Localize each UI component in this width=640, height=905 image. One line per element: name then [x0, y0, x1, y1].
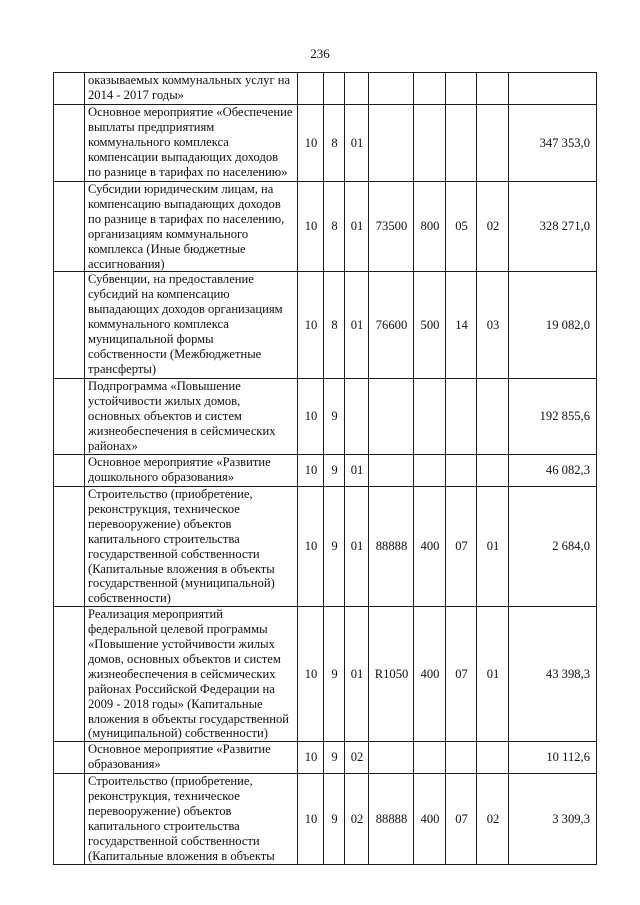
section-code-cell: 10	[298, 454, 324, 486]
measure-code-cell: 02	[345, 742, 369, 774]
direction-code-cell: 88888	[369, 486, 414, 606]
item-name-cell: Субсидии юридическим лицам, на компенсацию выпадающих доходов по разнице в тарифах по населению, организациям коммунального комплекса (Иные бюджетные ассигнования)	[85, 182, 298, 272]
row-marker-cell	[54, 73, 85, 105]
item-name-cell: Подпрограмма «Повышение устойчивости жилых домов, основных объектов и систем жизнеобеспечения в сейсмических районах»	[85, 379, 298, 455]
direction-code-cell	[369, 454, 414, 486]
direction-code-cell: 76600	[369, 272, 414, 379]
direction-code-cell	[369, 105, 414, 182]
section-code-cell: 10	[298, 105, 324, 182]
amount-cell: 328 271,0	[509, 182, 597, 272]
expense-type-cell: 500	[414, 272, 446, 379]
amount-cell: 347 353,0	[509, 105, 597, 182]
item-name-cell: Основное мероприятие «Развитие дошкольного образования»	[85, 454, 298, 486]
amount-cell: 192 855,6	[509, 379, 597, 455]
section-code-cell	[298, 73, 324, 105]
budget-table	[53, 72, 597, 865]
table-row	[54, 774, 597, 864]
item-name-cell: Субвенции, на предоставление субсидий на компенсацию выпадающих доходов организациям коммунального комплекса муниципальной формы собственности (Межбюджетные трансферты)	[85, 272, 298, 379]
amount-cell: 19 082,0	[509, 272, 597, 379]
row-marker-cell	[54, 182, 85, 272]
expense-type-cell	[414, 379, 446, 455]
subsection-cell: 01	[477, 486, 509, 606]
subsection-cell	[477, 454, 509, 486]
section-cell: 14	[446, 272, 477, 379]
program-code-cell: 8	[324, 272, 345, 379]
measure-code-cell	[345, 379, 369, 455]
expense-type-cell: 400	[414, 486, 446, 606]
row-marker-cell	[54, 272, 85, 379]
direction-code-cell	[369, 73, 414, 105]
item-name-cell: Основное мероприятие «Обеспечение выплаты предприятиям коммунального комплекса компенсации выпадающих доходов по разнице в тарифах по населению»	[85, 105, 298, 182]
expense-type-cell	[414, 105, 446, 182]
measure-code-cell: 01	[345, 272, 369, 379]
table-row	[54, 742, 597, 774]
section-cell: 05	[446, 182, 477, 272]
measure-code-cell: 01	[345, 486, 369, 606]
table-row	[54, 607, 597, 742]
measure-code-cell: 01	[345, 105, 369, 182]
section-code-cell: 10	[298, 379, 324, 455]
row-marker-cell	[54, 486, 85, 606]
measure-code-cell	[345, 73, 369, 105]
section-cell: 07	[446, 486, 477, 606]
measure-code-cell: 02	[345, 774, 369, 864]
item-name-cell: Строительство (приобретение, реконструкция, техническое перевооружение) объектов капитального строительства государственной собственности (Капитальные вложения в объекты	[85, 774, 298, 864]
subsection-cell	[477, 105, 509, 182]
page-number: 236	[310, 46, 330, 61]
subsection-cell: 01	[477, 607, 509, 742]
amount-cell: 46 082,3	[509, 454, 597, 486]
item-name-cell: Основное мероприятие «Развитие образования»	[85, 742, 298, 774]
subsection-cell	[477, 379, 509, 455]
direction-code-cell	[369, 742, 414, 774]
section-cell	[446, 105, 477, 182]
program-code-cell: 9	[324, 742, 345, 774]
section-cell	[446, 454, 477, 486]
table-row	[54, 272, 597, 379]
section-cell	[446, 379, 477, 455]
program-code-cell: 9	[324, 607, 345, 742]
amount-cell: 3 309,3	[509, 774, 597, 864]
subsection-cell	[477, 742, 509, 774]
row-marker-cell	[54, 774, 85, 864]
table-row	[54, 379, 597, 455]
row-marker-cell	[54, 454, 85, 486]
amount-cell: 43 398,3	[509, 607, 597, 742]
amount-cell: 10 112,6	[509, 742, 597, 774]
program-code-cell: 8	[324, 105, 345, 182]
section-cell: 07	[446, 774, 477, 864]
section-cell	[446, 73, 477, 105]
subsection-cell	[477, 73, 509, 105]
section-cell: 07	[446, 607, 477, 742]
section-code-cell: 10	[298, 272, 324, 379]
item-name-cell: оказываемых коммунальных услуг на 2014 - 2017 годы»	[85, 73, 298, 105]
table-row	[54, 182, 597, 272]
table-row	[54, 105, 597, 182]
program-code-cell: 8	[324, 182, 345, 272]
section-code-cell: 10	[298, 486, 324, 606]
direction-code-cell	[369, 379, 414, 455]
direction-code-cell: 73500	[369, 182, 414, 272]
section-code-cell: 10	[298, 182, 324, 272]
expense-type-cell: 800	[414, 182, 446, 272]
direction-code-cell: R1050	[369, 607, 414, 742]
table-row	[54, 73, 597, 105]
subsection-cell: 02	[477, 182, 509, 272]
row-marker-cell	[54, 105, 85, 182]
program-code-cell: 9	[324, 486, 345, 606]
expense-type-cell	[414, 742, 446, 774]
item-name-cell: Строительство (приобретение, реконструкция, техническое перевооружение) объектов капитального строительства государственной собственности (Капитальные вложения в объекты государственной (муниципальной) собственности)	[85, 486, 298, 606]
table-row	[54, 454, 597, 486]
program-code-cell	[324, 73, 345, 105]
item-name-cell: Реализация мероприятий федеральной целевой программы «Повышение устойчивости жилых домов, основных объектов и систем жизнеобеспечения в сейсмических районах Российской Федерации на 2009 - 2018 годы» (Капитальные вложения в объекты государственной (муниципальной) собственности)	[85, 607, 298, 742]
amount-cell: 2 684,0	[509, 486, 597, 606]
program-code-cell: 9	[324, 454, 345, 486]
expense-type-cell: 400	[414, 774, 446, 864]
program-code-cell: 9	[324, 774, 345, 864]
direction-code-cell: 88888	[369, 774, 414, 864]
program-code-cell: 9	[324, 379, 345, 455]
subsection-cell: 02	[477, 774, 509, 864]
section-code-cell: 10	[298, 774, 324, 864]
section-cell	[446, 742, 477, 774]
section-code-cell: 10	[298, 607, 324, 742]
row-marker-cell	[54, 607, 85, 742]
expense-type-cell	[414, 454, 446, 486]
measure-code-cell: 01	[345, 454, 369, 486]
expense-type-cell: 400	[414, 607, 446, 742]
measure-code-cell: 01	[345, 607, 369, 742]
row-marker-cell	[54, 742, 85, 774]
subsection-cell: 03	[477, 272, 509, 379]
row-marker-cell	[54, 379, 85, 455]
table-row	[54, 486, 597, 606]
measure-code-cell: 01	[345, 182, 369, 272]
amount-cell	[509, 73, 597, 105]
expense-type-cell	[414, 73, 446, 105]
section-code-cell: 10	[298, 742, 324, 774]
